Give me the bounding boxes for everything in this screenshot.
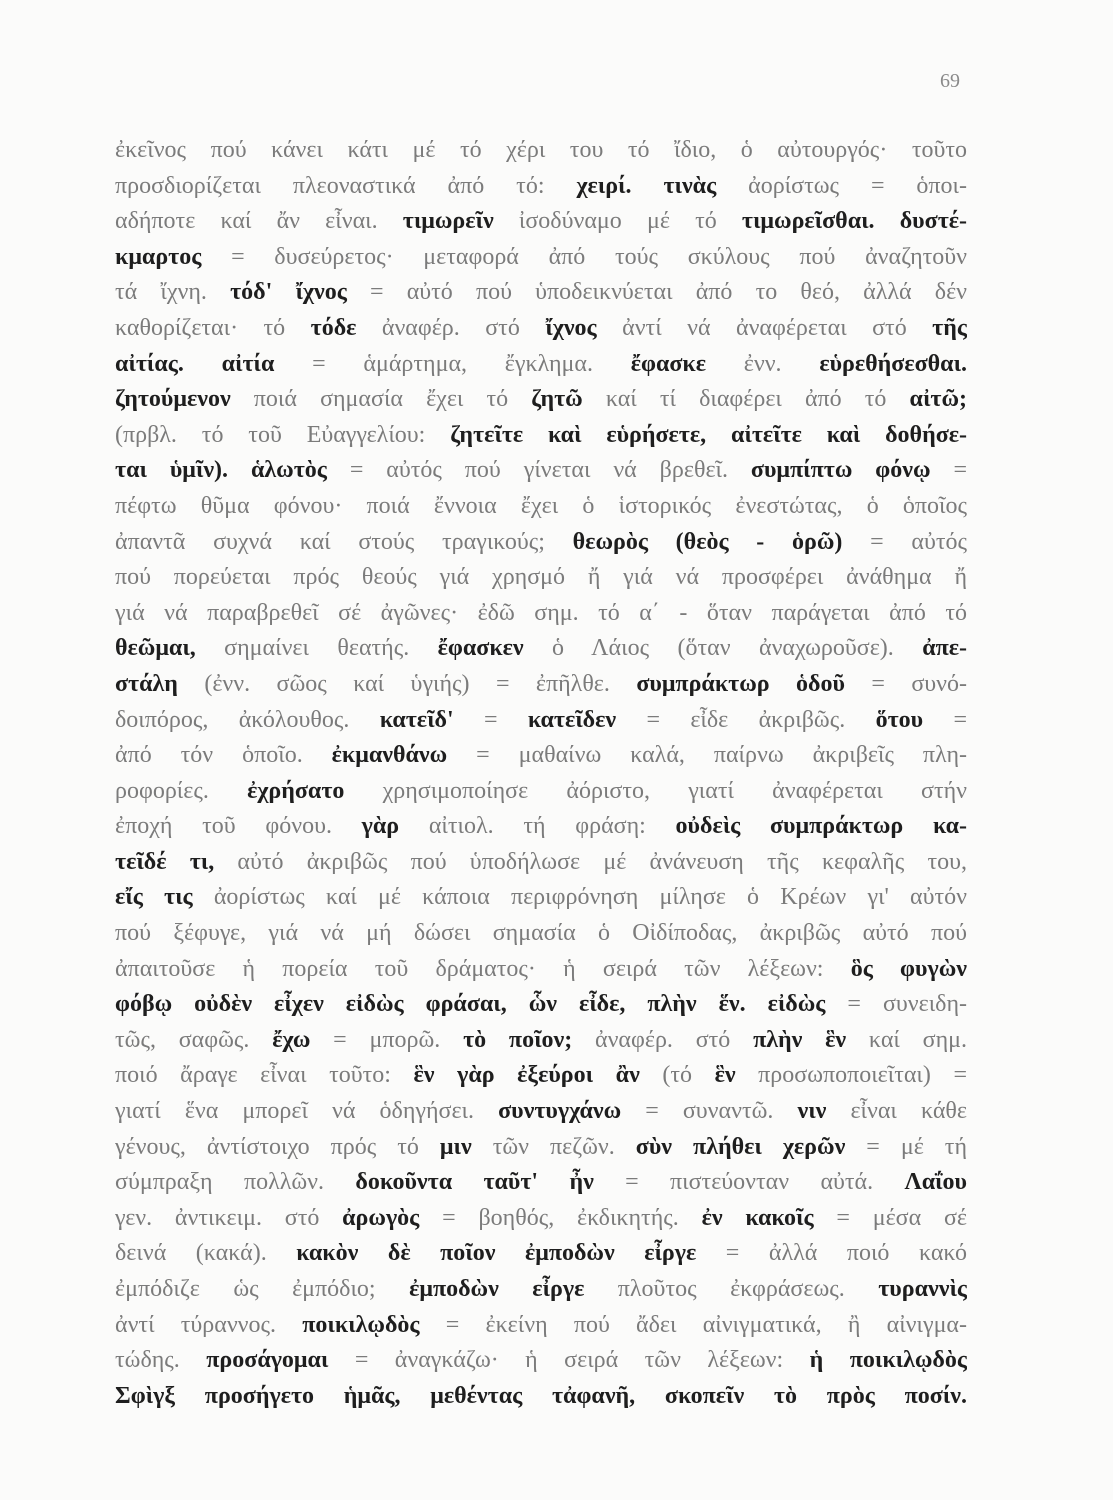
text-run: ἐποχή τοῦ φόνου. xyxy=(115,813,362,840)
text-run: χρησιμοποίησε ἀόριστο, γιατί ἀναφέρεται στήν xyxy=(344,777,967,804)
text-run: ἀναφέρ. στό xyxy=(356,314,546,341)
text-run: = ἀλλά ποιό κακό xyxy=(696,1240,967,1267)
text-run: πέφτω θῦμα φόνου· ποιά ἔννοια ἔχει ὁ ἱστορικός ἐνεστώτας, ὁ ὁποῖος xyxy=(115,492,967,519)
text-run: (τό xyxy=(639,1062,715,1089)
text-run: τώδης. xyxy=(115,1347,207,1374)
bold-term: ἔχω xyxy=(272,1026,311,1053)
text-run: = ἐκείνη πού ἄδει αἰνιγματικά, ἢ αἰνιγμα- xyxy=(419,1311,967,1338)
text-line xyxy=(115,1343,967,1379)
text-run: καί τί διαφέρει ἀπό τό xyxy=(582,386,910,413)
bold-term: ἐκμανθάνω xyxy=(331,742,448,769)
bold-term: εἴς τις xyxy=(115,884,193,911)
bold-term: συμπράκτωρ ὁδοῦ xyxy=(636,670,845,697)
text-run: = αὐτός πού γίνεται νά βρεθεῖ. xyxy=(326,457,751,484)
bold-term: ἴχνος xyxy=(545,314,597,341)
bold-term: εὑρεθήσεσθαι. xyxy=(819,350,967,377)
bold-term: τὸ ποῖον; xyxy=(463,1026,573,1053)
text-line xyxy=(115,987,967,1023)
bold-term: ἀρωγὸς xyxy=(342,1204,420,1231)
text-line xyxy=(115,382,967,418)
text-line xyxy=(115,347,967,383)
text-run: ἐνν. xyxy=(706,350,820,377)
text-run: γεν. ἀντικειμ. στό xyxy=(115,1204,343,1231)
bold-term: οὐδεὶς συμπράκτωρ κα- xyxy=(675,813,967,840)
text-run: ἀορίστως καί μέ κάποια περιφρόνηση μίλησε ὁ Κρέων γι' αὐτόν xyxy=(192,884,967,911)
bold-term: ται ὑμῖν). ἁλωτὸς xyxy=(115,457,327,484)
text-run: ποιό ἄραγε εἶναι τοῦτο: xyxy=(115,1062,414,1089)
bold-term: κακὸν δὲ ποῖον ἐμποδὼν εἶργε xyxy=(296,1240,697,1267)
text-run: σημαίνει θεατής. xyxy=(195,635,438,662)
bold-term: σὺν πλήθει χερῶν xyxy=(635,1133,846,1160)
text-line xyxy=(115,133,967,169)
text-run: = αὐτό πού ὑποδεικνύεται ἀπό το θεό, ἀλλά δέν xyxy=(346,279,967,306)
text-line xyxy=(115,418,967,454)
bold-term: φόβῳ οὐδὲν εἶχεν εἰδὼς φράσαι, ὧν εἶδε, πλὴν ἕν. εἰδὼς xyxy=(115,991,826,1018)
text-run: δεινά (κακά). xyxy=(115,1240,297,1267)
bold-term: ἀπε- xyxy=(922,635,967,662)
bold-term: πλὴν ἓν xyxy=(753,1026,847,1053)
text-run: = xyxy=(923,706,967,733)
text-run: ἀντί τύραννος. xyxy=(115,1311,303,1338)
text-run: τῶν πεζῶν. xyxy=(471,1133,636,1160)
text-run: τά ἴχνη. xyxy=(115,279,231,306)
text-run: = μέσα σέ xyxy=(813,1204,967,1231)
bold-term: τιμωρεῖσθαι. δυστέ- xyxy=(741,208,967,235)
bold-term: ζητῶ xyxy=(531,386,583,413)
text-run: = πιστεύονταν αὐτά. xyxy=(593,1169,905,1196)
text-line xyxy=(115,774,967,810)
bold-term: κατεῖδ' xyxy=(379,706,454,733)
text-line xyxy=(115,169,967,205)
bold-term: τόδ' ἴχνος xyxy=(230,279,347,306)
text-line xyxy=(115,1236,967,1272)
text-run: γένους, ἀντίστοιχο πρός τό xyxy=(115,1133,440,1160)
text-run: ἐκεῖνος πού κάνει κάτι μέ τό χέρι του τό ἴδιο, ὁ αὐτουργός· τοῦτο xyxy=(115,137,967,163)
text-run: ἀπό τόν ὁποῖο. xyxy=(115,742,332,769)
bold-term: ἓν xyxy=(714,1062,736,1089)
text-run: ἀπαντᾶ συχνά καί στούς τραγικούς; xyxy=(115,528,573,555)
bold-term: συμπίπτω φόνῳ xyxy=(750,457,931,484)
text-line xyxy=(115,631,967,667)
text-run: = ἁμάρτημα, ἔγκλημα. xyxy=(274,350,631,377)
bold-term: νιν xyxy=(797,1098,827,1125)
bold-term: τεῖδέ τι, xyxy=(115,848,215,875)
text-line xyxy=(115,1130,967,1166)
text-run: τῶς, σαφῶς. xyxy=(115,1026,273,1053)
text-run: ἰσοδύναμο μέ τό xyxy=(493,208,742,235)
text-run: ἀντί νά ἀναφέρεται στό xyxy=(596,314,933,341)
text-run: (ἐνν. σῶος καί ὑγιής) = ἐπῆλθε. xyxy=(177,670,637,697)
text-line xyxy=(115,703,967,739)
text-line xyxy=(115,952,967,988)
text-line xyxy=(115,240,967,276)
text-line xyxy=(115,1023,967,1059)
text-run: ὁ Λάιος (ὅταν ἀναχωροῦσε). xyxy=(523,635,923,662)
bold-term: τόδε xyxy=(310,314,357,341)
bold-term: ἔφασκε xyxy=(630,350,707,377)
bold-term: ζητεῖτε καὶ εὑρήσετε, αἰτεῖτε καὶ δοθήσε- xyxy=(450,421,967,448)
text-run: ἐμπόδιζε ὡς ἐμπόδιο; xyxy=(115,1276,410,1302)
bold-term: ὃς φυγὼν xyxy=(850,955,967,982)
text-line xyxy=(115,1272,967,1308)
text-line xyxy=(115,560,967,596)
bold-term: τιμωρεῖν xyxy=(402,208,494,235)
text-line xyxy=(115,311,967,347)
text-line xyxy=(115,1201,967,1237)
text-run: προσωποποιεῖται) = xyxy=(735,1062,967,1089)
bold-term: συντυγχάνω xyxy=(498,1098,622,1125)
text-run: αὐτό ἀκριβῶς πού ὑποδήλωσε μέ ἀνάνευση τῆς κεφαλῆς του, xyxy=(214,848,967,875)
bold-term: ἐμποδὼν εἶργε xyxy=(409,1276,585,1302)
text-run: προσδιορίζεται πλεοναστικά ἀπό τό: xyxy=(115,172,577,199)
text-run: δοιπόρος, ἀκόλουθος. xyxy=(115,706,380,733)
bold-term: χειρί. τινὰς xyxy=(576,172,717,199)
bold-term: ἐχρήσατο xyxy=(247,777,345,804)
text-line xyxy=(115,738,967,774)
body-text xyxy=(115,133,967,1414)
text-run: ἀναφέρ. στό xyxy=(572,1026,754,1053)
text-line xyxy=(115,1058,967,1094)
text-run: αἰτιολ. τή φράση: xyxy=(399,813,676,840)
text-run: = μαθαίνω καλά, παίρνω ἀκριβεῖς πλη- xyxy=(447,742,967,769)
bold-term: θεῶμαι, xyxy=(115,635,196,662)
bold-term: τυραννὶς xyxy=(878,1276,967,1302)
text-run: ποιά σημασία ἔχει τό xyxy=(230,386,532,413)
text-line xyxy=(115,489,967,525)
text-line xyxy=(115,880,967,916)
page-number: 69 xyxy=(940,70,960,92)
text-run: (πρβλ. τό τοῦ Εὐαγγελίου: xyxy=(115,421,451,448)
text-run: = xyxy=(930,457,967,484)
text-run: = αὐτός xyxy=(842,528,967,555)
text-line xyxy=(115,525,967,561)
text-run: ἀπαιτοῦσε ἡ πορεία τοῦ δράματος· ἡ σειρά τῶν λέξεων: xyxy=(115,955,851,982)
bold-term: Λαΐου xyxy=(904,1169,967,1196)
text-run: = βοηθός, ἐκδικητής. xyxy=(419,1204,702,1231)
bold-term: ἔφασκεν xyxy=(437,635,524,662)
text-line xyxy=(115,1308,967,1344)
text-run: = μέ τή xyxy=(845,1133,967,1160)
bold-term: ἐν κακοῖς xyxy=(701,1204,814,1231)
bold-term: αἰτῶ; xyxy=(909,386,967,413)
text-run: αδήποτε καί ἄν εἶναι. xyxy=(115,208,403,235)
bold-term: ποικιλῳδὸς xyxy=(302,1311,420,1338)
text-run: καθορίζεται· τό xyxy=(115,314,311,341)
bold-term: γὰρ xyxy=(361,813,400,840)
text-line xyxy=(115,1165,967,1201)
text-run: ροφορίες. xyxy=(115,777,248,804)
text-run: = συνειδη- xyxy=(825,991,967,1018)
bold-term: θεωρὸς (θεὸς - ὁρῶ) xyxy=(572,528,843,555)
text-line xyxy=(115,1094,967,1130)
text-run: = xyxy=(453,706,528,733)
text-line xyxy=(115,275,967,311)
bold-term: στάλη xyxy=(115,670,178,697)
text-line xyxy=(115,596,967,632)
text-line xyxy=(115,1379,967,1415)
bold-term: αἰτίας. αἰτία xyxy=(115,350,275,377)
bold-term: ἡ ποικιλῳδὸς xyxy=(809,1347,967,1374)
text-run: πού πορεύεται πρός θεούς γιά χρησμό ἤ γιά νά προσφέρει ἀνάθημα ἤ xyxy=(115,564,967,591)
text-run: = συνό- xyxy=(844,670,967,697)
bold-term: κατεῖδεν xyxy=(527,706,617,733)
bold-term: ἓν γὰρ ἐξεύροι ἂν xyxy=(413,1062,640,1089)
text-line xyxy=(115,809,967,845)
text-line xyxy=(115,204,967,240)
text-run: καί σημ. xyxy=(846,1026,967,1053)
text-run: = συναντῶ. xyxy=(621,1098,798,1125)
bold-term: προσάγομαι xyxy=(206,1347,329,1374)
text-run: γιατί ἕνα μπορεῖ νά ὁδηγήσει. xyxy=(115,1098,499,1125)
bold-term: Σφὶγξ προσήγετο ἡμᾶς, μεθέντας τἀφανῆ, σκοπεῖν τὸ πρὸς ποσίν. xyxy=(115,1382,967,1409)
text-line xyxy=(115,845,967,881)
text-run: εἶναι κάθε xyxy=(826,1098,967,1125)
bold-term: ζητούμενον xyxy=(115,386,231,413)
text-run: = ἀναγκάζω· ἡ σειρά τῶν λέξεων: xyxy=(328,1347,810,1374)
bold-term: τῆς xyxy=(932,314,967,341)
text-run: πλοῦτος ἐκφράσεως. xyxy=(584,1276,879,1302)
text-run: ἀορίστως = ὁποι- xyxy=(716,172,967,199)
bold-term: μιν xyxy=(439,1133,472,1160)
text-run: γιά νά παραβρεθεῖ σέ ἀγῶνες· ἐδῶ σημ. τό α΄ - ὅταν παράγεται ἀπό τό xyxy=(115,599,967,626)
text-run: σύμπραξη πολλῶν. xyxy=(115,1169,356,1196)
bold-term: δοκοῦντα ταῦτ' ἦν xyxy=(355,1169,594,1196)
text-run: πού ξέφυγε, γιά νά μή δώσει σημασία ὁ Οἰδίποδας, ἀκριβῶς αὐτό πού xyxy=(115,920,967,947)
text-line xyxy=(115,667,967,703)
text-run: = μπορῶ. xyxy=(310,1026,464,1053)
bold-term: κμαρτος xyxy=(115,243,202,270)
bold-term: ὅτου xyxy=(875,706,924,733)
text-run: = εἶδε ἀκριβῶς. xyxy=(616,706,876,733)
text-line xyxy=(115,916,967,952)
text-line xyxy=(115,453,967,489)
text-run: = δυσεύρετος· μεταφορά ἀπό τούς σκύλους πού ἀναζητοῦν xyxy=(201,243,967,270)
